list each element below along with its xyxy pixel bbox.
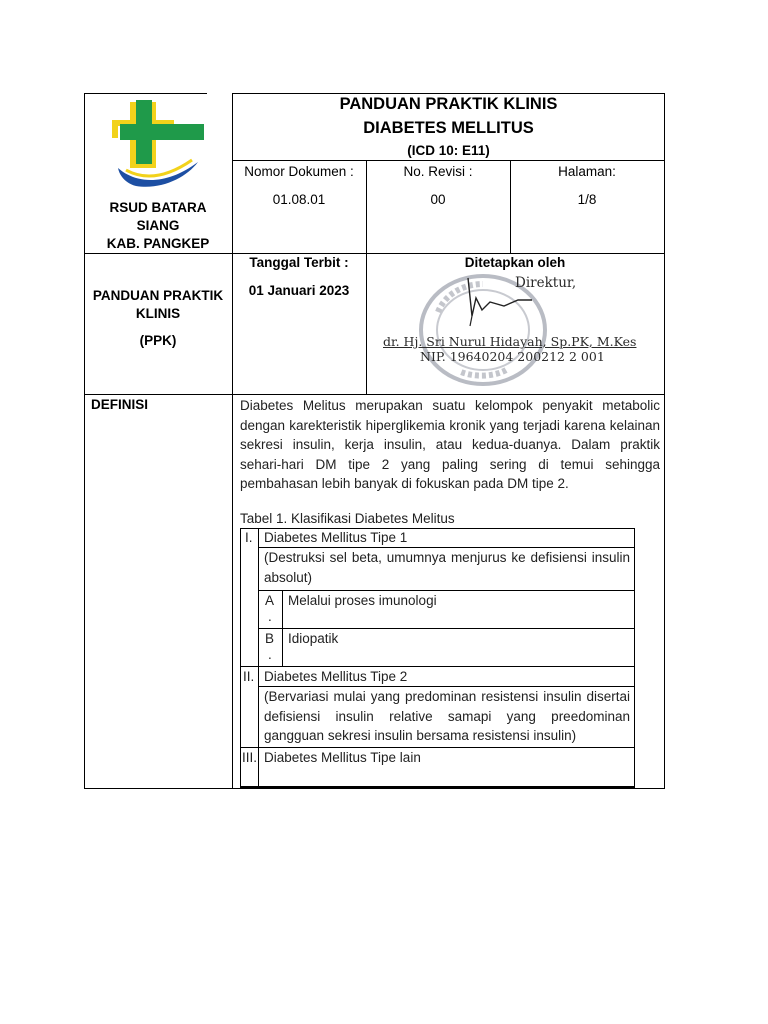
direktur-nip: NIP. 19640204 200212 2 001	[420, 349, 605, 364]
table-row3-num: III.	[242, 750, 258, 765]
table-row1-text: Diabetes Mellitus Tipe 1	[264, 530, 408, 545]
table-row1a-dot: .	[268, 609, 272, 624]
nomor-dokumen-value: 01.08.01	[272, 192, 326, 207]
hospital-logo-icon	[106, 98, 208, 190]
nomor-dokumen-label: Nomor Dokumen :	[244, 164, 354, 179]
tanggal-terbit-label: Tanggal Terbit :	[249, 255, 349, 270]
table-row2-text: Diabetes Mellitus Tipe 2	[264, 669, 408, 684]
ppk-line1: PANDUAN PRAKTIK	[92, 288, 224, 303]
definisi-text: Diabetes Melitus merupakan suatu kelompok penyakit metabolic dengan karekteristik hiperglikemia kronik yang terjadi karena kelainan sekresi insulin, kerja insulin, atau kedua-duanya. Dalam praktik sehari-hari DM tipe 2 yang paling sering di temui sehingga pembahasan lebih banyak di fokuskan pada DM tipe 2.	[240, 398, 660, 491]
t1-left	[240, 528, 241, 787]
page-subtitle: DIABETES MELLITUS	[363, 119, 534, 137]
ppk-line3: (PPK)	[139, 333, 177, 348]
hospital-name-line3: KAB. PANGKEP	[106, 236, 210, 251]
hospital-name-line2: SIANG	[136, 218, 180, 233]
grid-left-line	[84, 93, 85, 789]
definisi-label: DEFINISI	[91, 397, 149, 412]
table-row2-num: II.	[243, 669, 255, 684]
ppk-line2: KLINIS	[135, 306, 181, 321]
t1-right	[634, 528, 635, 787]
grid-header-row-line	[232, 160, 665, 161]
t1-bottom	[240, 786, 635, 788]
grid-top-left-line	[84, 93, 207, 94]
t1-lettercol	[282, 590, 283, 667]
ditetapkan-label: Ditetapkan oleh	[464, 255, 566, 270]
no-revisi-value: 00	[430, 192, 446, 207]
grid-right-line	[664, 93, 665, 789]
hospital-name-line1: RSUD BATARA	[109, 200, 207, 215]
table-row1b-text: Idiopatik	[288, 631, 339, 646]
table-row1b-dot: .	[268, 647, 272, 662]
tanggal-terbit-value: 01 Januari 2023	[248, 283, 350, 298]
table-row1-num: I.	[245, 530, 253, 545]
grid-row3-line	[84, 394, 665, 395]
direktur-nama: dr. Hj. Sri Nurul Hidayah, Sp.PK, M.Kes	[383, 334, 637, 349]
table-caption: Tabel 1. Klasifikasi Diabetes Melitus	[240, 511, 455, 526]
no-revisi-label: No. Revisi :	[403, 164, 473, 179]
t1-numcol	[258, 528, 259, 787]
halaman-label: Halaman:	[558, 164, 616, 179]
table-row1-desc: (Destruksi sel beta, umumnya menjurus ke defisiensi insulin absolut)	[264, 550, 630, 585]
halaman-value: 1/8	[577, 192, 597, 207]
table-row1b-letter: B	[265, 631, 275, 646]
icd-code: (ICD 10: E11)	[407, 143, 490, 158]
page-title: PANDUAN PRAKTIK KLINIS	[339, 95, 558, 113]
table-row3-text: Diabetes Mellitus Tipe lain	[264, 750, 421, 765]
direktur-jabatan: Direktur,	[515, 275, 577, 291]
grid-bottom-line	[84, 788, 665, 789]
table-row1a-letter: A	[265, 593, 275, 608]
table-row1a-text: Melalui proses imunologi	[288, 593, 437, 608]
table-row2-desc: (Bervariasi mulai yang predominan resistensi insulin disertai defisiensi insulin relative samapi yang preedominan gangguan sekresi insulin bersama resistensi insulin)	[264, 689, 630, 743]
